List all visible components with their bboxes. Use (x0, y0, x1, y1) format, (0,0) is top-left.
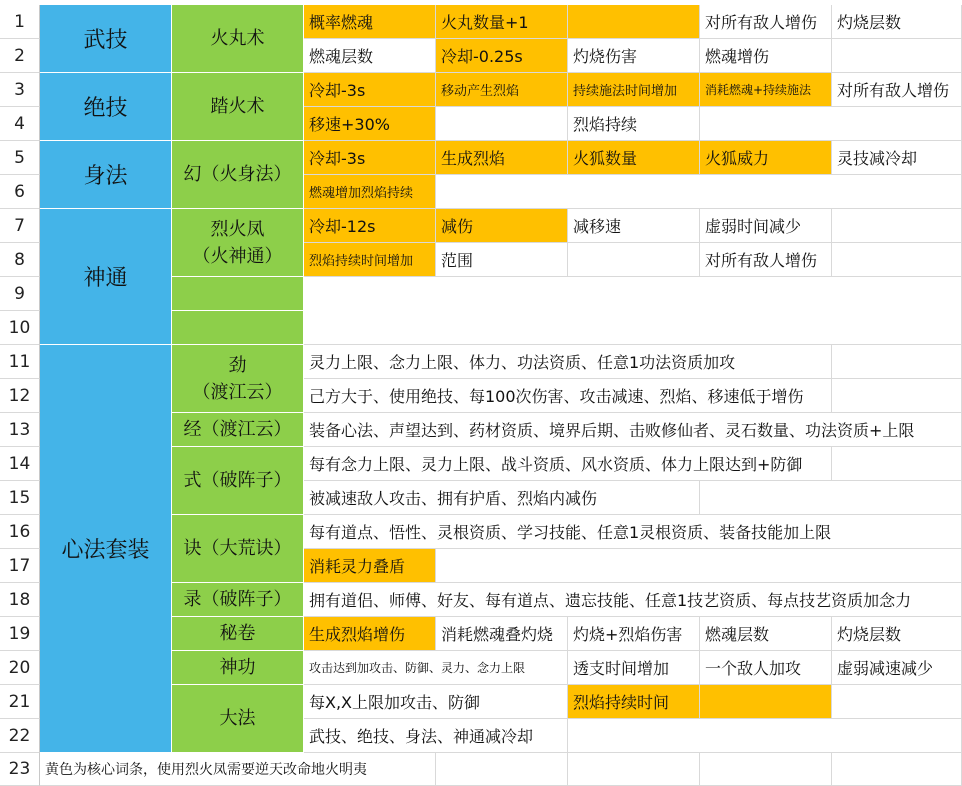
row-number[interactable]: 2 (0, 39, 40, 73)
entry-cell[interactable] (436, 753, 568, 786)
row-number[interactable]: 4 (0, 107, 40, 141)
entry-cell[interactable] (832, 685, 962, 719)
row-number[interactable]: 20 (0, 651, 40, 685)
skill-cell-huan[interactable]: 幻（火身法） (172, 141, 304, 209)
skill-cell-empty[interactable] (172, 277, 304, 311)
row-number[interactable]: 18 (0, 583, 40, 617)
entry-cell[interactable]: 对所有敌人增伤 (700, 5, 832, 39)
entry-cell[interactable] (700, 753, 832, 786)
row-number[interactable]: 6 (0, 175, 40, 209)
category-cell-shentong[interactable]: 神通 (40, 209, 172, 345)
entry-cell[interactable]: 武技、绝技、身法、神通减冷却 (304, 719, 568, 753)
entry-cell[interactable]: 冷却-12s (304, 209, 436, 243)
entry-cell[interactable]: 燃魂增加烈焰持续 (304, 175, 436, 209)
entry-cell[interactable]: 火狐威力 (700, 141, 832, 175)
entry-cell[interactable]: 范围 (436, 243, 568, 277)
entry-cell[interactable]: 火丸数量+1 (436, 5, 568, 39)
skill-cell-liehuofeng[interactable] (172, 209, 304, 277)
entry-cell[interactable]: 冷却-3s (304, 141, 436, 175)
entry-cell[interactable] (436, 549, 962, 583)
entry-cell[interactable]: 透支时间增加 (568, 651, 700, 685)
entry-cell[interactable] (832, 39, 962, 73)
row-number[interactable]: 15 (0, 481, 40, 515)
skill-cell-jin[interactable] (172, 345, 304, 413)
entry-cell[interactable] (832, 243, 962, 277)
skill-cell-shengong[interactable]: 神功 (172, 651, 304, 685)
row-number[interactable]: 14 (0, 447, 40, 481)
entry-cell[interactable]: 灵技减冷却 (832, 141, 962, 175)
entry-cell[interactable]: 生成烈焰增伤 (304, 617, 436, 651)
entry-cell[interactable]: 烈焰持续时间 (568, 685, 700, 719)
entry-cell[interactable] (436, 107, 568, 141)
entry-cell[interactable]: 每有道点、悟性、灵根资质、学习技能、任意1灵根资质、装备技能加上限 (304, 515, 962, 549)
entry-cell[interactable]: 被减速敌人攻击、拥有护盾、烈焰内减伤 (304, 481, 700, 515)
row-number[interactable]: 10 (0, 311, 40, 345)
entry-cell[interactable]: 消耗燃魂+持续施法 (700, 73, 832, 107)
entry-cell[interactable] (832, 345, 962, 379)
entry-cell[interactable]: 一个敌人加攻 (700, 651, 832, 685)
skill-cell-empty[interactable] (172, 311, 304, 345)
entry-cell[interactable] (832, 379, 962, 413)
entry-cell[interactable]: 冷却-0.25s (436, 39, 568, 73)
category-cell-wuji[interactable]: 武技 (40, 5, 172, 73)
entry-cell[interactable]: 拥有道侣、师傅、好友、每有道点、遗忘技能、任意1技艺资质、每点技艺资质加念力 (304, 583, 962, 617)
entry-cell[interactable]: 攻击达到加攻击、防御、灵力、念力上限 (304, 651, 568, 685)
row-number[interactable]: 8 (0, 243, 40, 277)
row-number[interactable]: 17 (0, 549, 40, 583)
entry-cell[interactable] (700, 107, 962, 141)
row-number[interactable]: 19 (0, 617, 40, 651)
entry-cell[interactable] (832, 753, 962, 786)
row-number[interactable]: 9 (0, 277, 40, 311)
row-number[interactable]: 11 (0, 345, 40, 379)
entry-cell[interactable] (436, 175, 962, 209)
row-number[interactable]: 13 (0, 413, 40, 447)
row-number[interactable]: 3 (0, 73, 40, 107)
entry-cell[interactable]: 持续施法时间增加 (568, 73, 700, 107)
entry-cell[interactable]: 火狐数量 (568, 141, 700, 175)
skill-cell-tahuoshu[interactable]: 踏火术 (172, 73, 304, 141)
skill-line: 烈火凤 (210, 218, 265, 240)
entry-cell[interactable] (568, 719, 962, 753)
entry-cell[interactable]: 对所有敌人增伤 (832, 73, 962, 107)
entry-cell[interactable]: 烈焰持续时间增加 (304, 243, 436, 277)
row-number[interactable]: 21 (0, 685, 40, 719)
entry-cell[interactable]: 虚弱时间减少 (700, 209, 832, 243)
entry-cell[interactable] (832, 447, 962, 481)
entry-cell[interactable]: 燃魂层数 (700, 617, 832, 651)
row-number[interactable]: 7 (0, 209, 40, 243)
row-number[interactable]: 5 (0, 141, 40, 175)
skill-line: （渡江云） (192, 381, 283, 403)
entry-cell[interactable]: 减移速 (568, 209, 700, 243)
entry-cell[interactable] (304, 277, 962, 345)
skill-cell-lu[interactable]: 录（破阵子） (172, 583, 304, 617)
skill-cell-jing[interactable]: 经（渡江云） (172, 413, 304, 447)
entry-cell[interactable]: 减伤 (436, 209, 568, 243)
entry-cell[interactable] (568, 753, 700, 786)
entry-cell[interactable]: 移速+30% (304, 107, 436, 141)
category-cell-xinfa[interactable]: 心法套装 (40, 345, 172, 753)
skill-cell-shi[interactable]: 式（破阵子） (172, 447, 304, 515)
entry-cell[interactable]: 生成烈焰 (436, 141, 568, 175)
row-number[interactable]: 12 (0, 379, 40, 413)
entry-cell[interactable]: 移动产生烈焰 (436, 73, 568, 107)
entry-cell[interactable]: 烈焰持续 (568, 107, 700, 141)
entry-cell[interactable] (832, 209, 962, 243)
entry-cell[interactable]: 灵力上限、念力上限、体力、功法资质、任意1功法资质加攻 (304, 345, 832, 379)
entry-cell[interactable] (568, 243, 700, 277)
entry-cell[interactable]: 燃魂层数 (304, 39, 436, 73)
entry-cell[interactable]: 每有念力上限、灵力上限、战斗资质、风水资质、体力上限达到+防御 (304, 447, 832, 481)
skill-cell-huowanshu[interactable]: 火丸术 (172, 5, 304, 73)
entry-cell[interactable]: 装备心法、声望达到、药材资质、境界后期、击败修仙者、灵石数量、功法资质+上限 (304, 413, 962, 447)
row-number[interactable]: 1 (0, 5, 40, 39)
entry-cell[interactable]: 消耗燃魂叠灼烧 (436, 617, 568, 651)
entry-cell[interactable]: 每X,X上限加攻击、防御 (304, 685, 568, 719)
entry-cell[interactable]: 灼烧层数 (832, 5, 962, 39)
entry-cell[interactable]: 燃魂增伤 (700, 39, 832, 73)
entry-cell[interactable]: 虚弱减速减少 (832, 651, 962, 685)
skill-line: 劲 (228, 354, 247, 376)
entry-cell[interactable]: 概率燃魂 (304, 5, 436, 39)
entry-cell[interactable]: 消耗灵力叠盾 (304, 549, 436, 583)
entry-cell[interactable] (700, 685, 832, 719)
category-cell-shenfa[interactable]: 身法 (40, 141, 172, 209)
entry-cell[interactable]: 对所有敌人增伤 (700, 243, 832, 277)
entry-cell[interactable]: 灼烧伤害 (568, 39, 700, 73)
skill-cell-mijuan[interactable]: 秘卷 (172, 617, 304, 651)
footnote-cell[interactable]: 黄色为核心词条，使用烈火凤需要逆天改命地火明夷 (40, 753, 436, 786)
skill-cell-jue[interactable]: 诀（大荒诀） (172, 515, 304, 583)
entry-cell[interactable]: 冷却-3s (304, 73, 436, 107)
entry-cell[interactable]: 己方大于、使用绝技、每100次伤害、攻击减速、烈焰、移速低于增伤 (304, 379, 832, 413)
category-cell-jueji[interactable]: 绝技 (40, 73, 172, 141)
row-number[interactable]: 22 (0, 719, 40, 753)
row-number[interactable]: 23 (0, 753, 40, 786)
entry-cell[interactable]: 灼烧层数 (832, 617, 962, 651)
entry-cell[interactable] (568, 5, 700, 39)
skill-line: （火神通） (192, 245, 283, 267)
entry-cell[interactable]: 灼烧+烈焰伤害 (568, 617, 700, 651)
skill-cell-dafa[interactable]: 大法 (172, 685, 304, 753)
entry-cell[interactable] (700, 481, 962, 515)
row-number[interactable]: 16 (0, 515, 40, 549)
